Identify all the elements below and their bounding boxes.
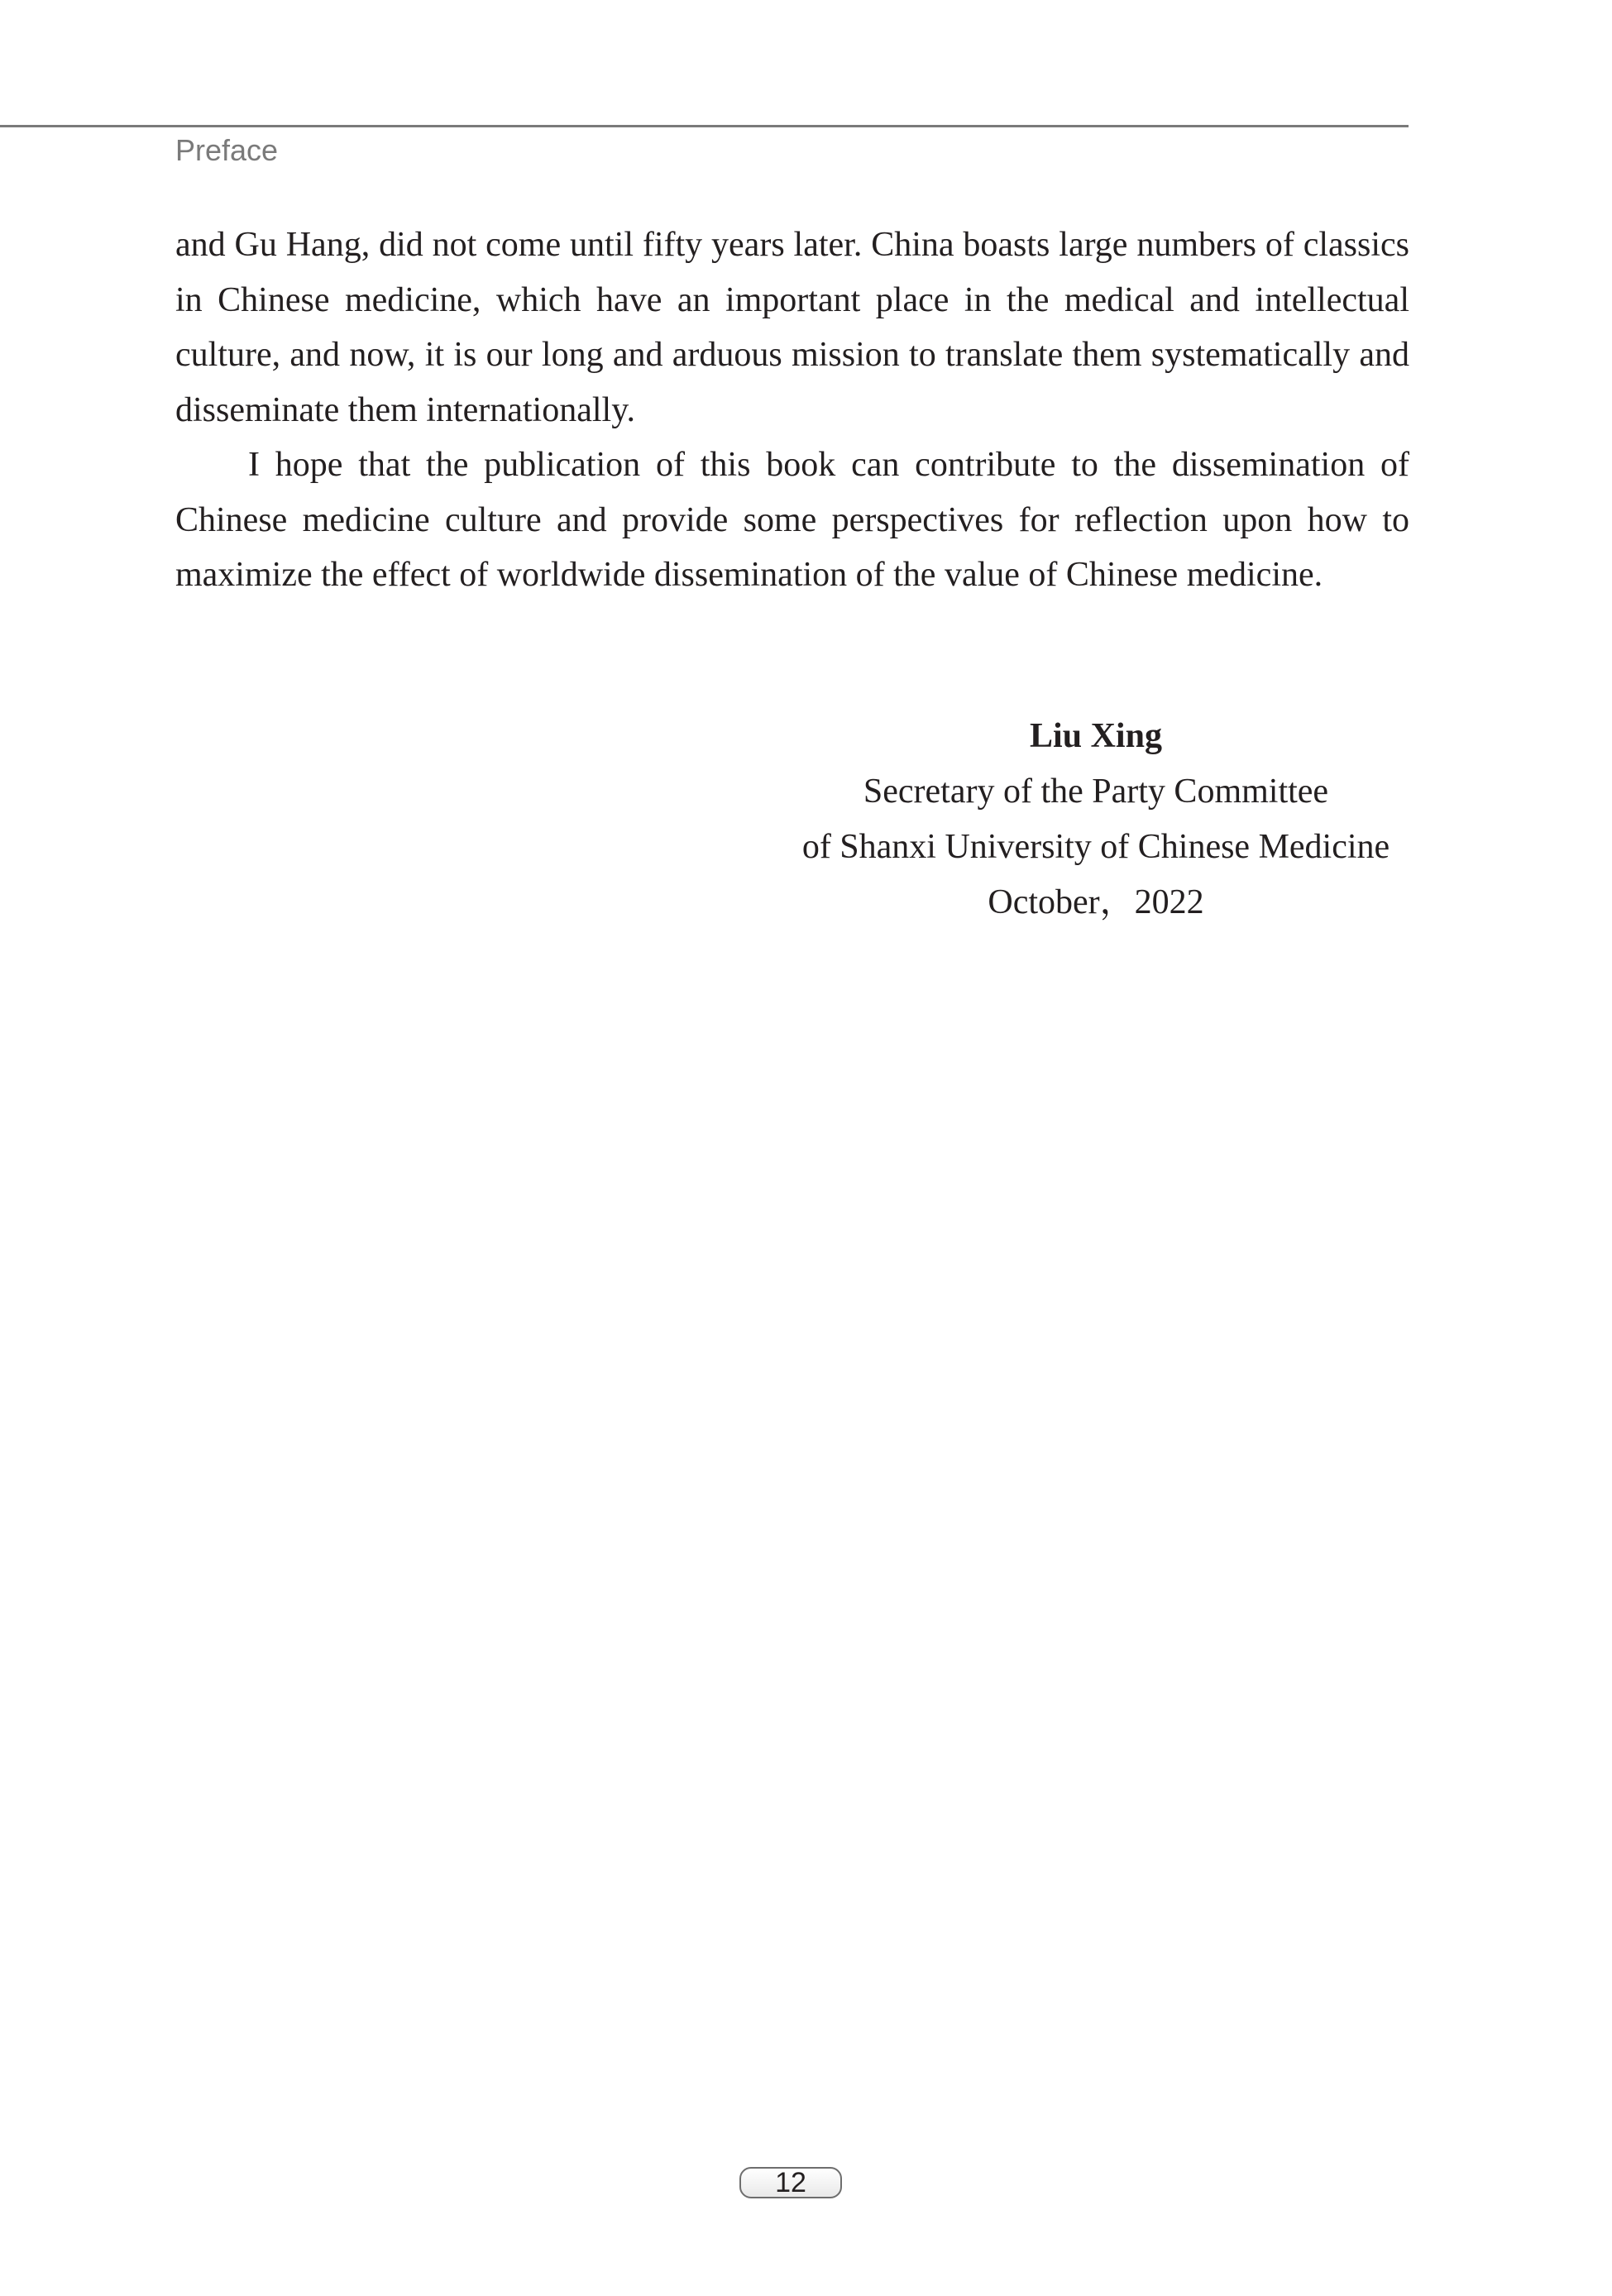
running-head: Preface [175,133,279,167]
page-number: 12 [739,2167,842,2198]
header-rule [0,125,1409,127]
signature-title-line: of Shanxi University of Chinese Medicine [801,828,1390,866]
signature-name: Liu Xing [1030,717,1162,755]
signature-date: October，2022 [988,883,1204,921]
signature-block [761,709,1431,930]
body-paragraph: and Gu Hang, did not come until fifty years later. China boasts large numbers of classics in Chinese medicine, which have an important place in the medical and intellectual culture, and now, it is our long and arduous mission to translate them systematically and disseminate them internationally. [175,226,1409,429]
signature-title-line: Secretary of the Party Committee [863,773,1329,811]
body-text [175,218,1409,603]
body-paragraph: I hope that the publication of this book can contribute to the dissemination of Chinese medicine culture and provide some perspectives for reflection upon how to maximize the effect of worldwide dissemination of the value of Chinese medicine. [175,446,1409,594]
